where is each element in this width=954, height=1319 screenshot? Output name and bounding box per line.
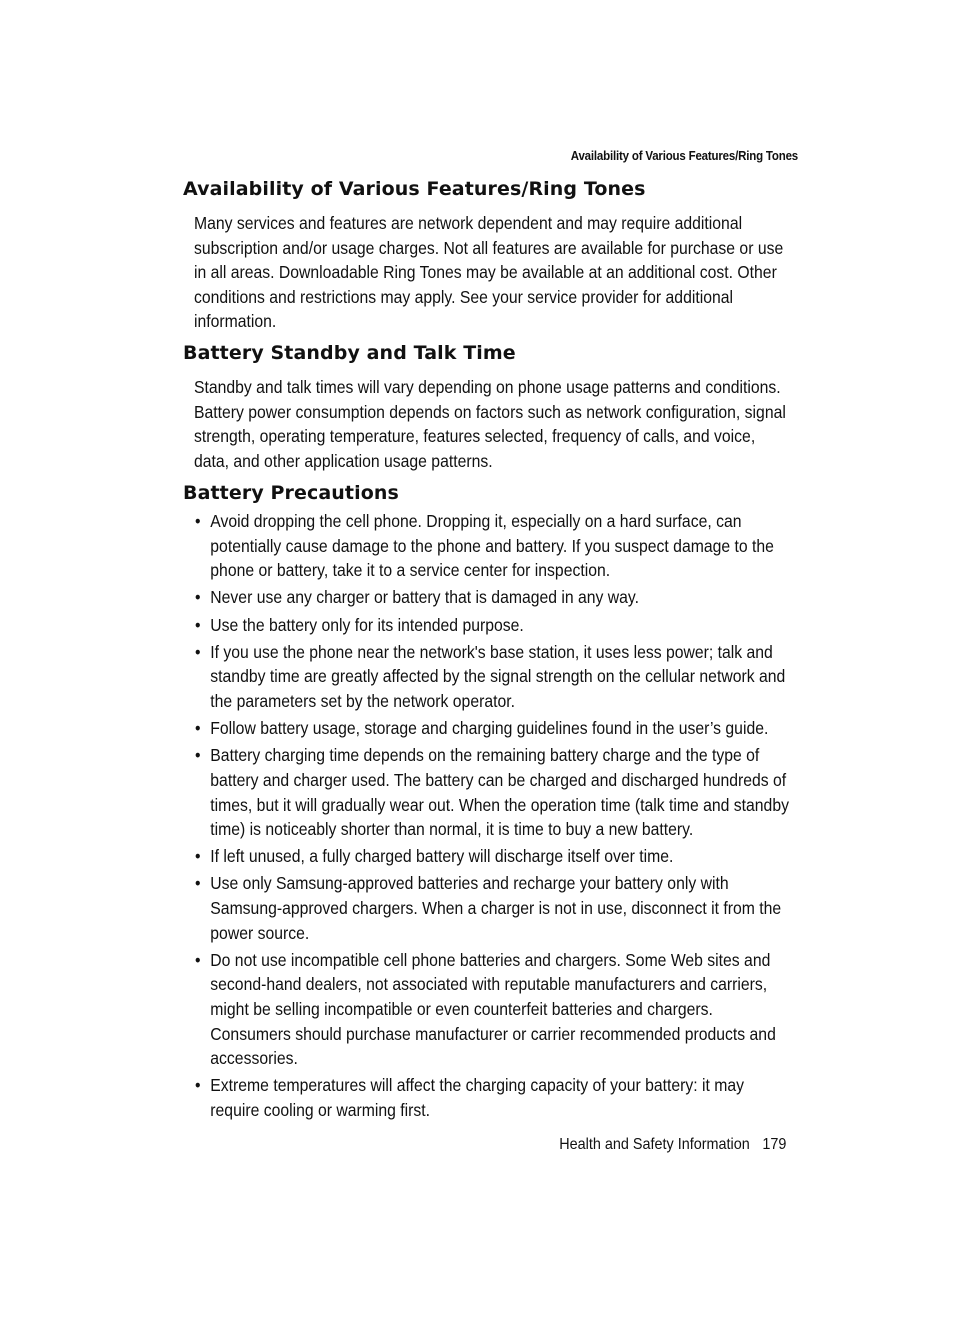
list-item-text: If left unused, a fully charged battery will discharge itself over time.	[210, 846, 674, 867]
list-item-text: Follow battery usage, storage and charging guidelines found in the user’s guide.	[210, 718, 769, 739]
list-item	[195, 585, 793, 610]
list-item	[195, 613, 793, 638]
bullet-marker: •	[195, 641, 201, 662]
list-item-text: Use only Samsung-approved batteries and recharge your battery only with Samsung-approved chargers. When a charger is not in use, disconnect it from the power source.	[210, 873, 782, 943]
list-item-text: Extreme temperatures will affect the charging capacity of your battery: it may require cooling or warming first.	[210, 1075, 745, 1120]
list-item	[195, 871, 793, 945]
list-item-text: If you use the phone near the network's base station, it uses less power; talk and standby time are greatly affected by the signal strength on the cellular network and the parameters set by the network operator.	[210, 641, 786, 711]
list-item-text: Use the battery only for its intended purpose.	[210, 614, 524, 635]
list-item-text: Do not use incompatible cell phone batteries and chargers. Some Web sites and second-hand dealers, not associated with reputable manufacturers and carriers, might be selling incompatible or even counterfeit batteries and chargers. Consumers should purchase manufacturer or carrier recommended products and accessories.	[210, 949, 776, 1069]
section-body-standby: Standby and talk times will vary depending on phone usage patterns and conditions. Battery power consumption depends on factors such as network configuration, signal strength, operating temperature, features selected, frequency of calls, and voice, data, and other application usage patterns.	[194, 377, 786, 471]
section-heading-standby: Battery Standby and Talk Time	[183, 342, 516, 364]
list-item	[195, 948, 793, 1071]
list-item	[195, 844, 793, 869]
running-header: Availability of Various Features/Ring Tones	[570, 149, 798, 163]
list-item-text: Never use any charger or battery that is damaged in any way.	[210, 587, 639, 608]
list-item	[195, 716, 793, 741]
bullet-marker: •	[195, 587, 201, 608]
bullet-marker: •	[195, 745, 201, 766]
section-heading-availability: Availability of Various Features/Ring Tones	[183, 178, 646, 200]
bullet-marker: •	[195, 1075, 201, 1096]
list-item-text: Battery charging time depends on the remaining battery charge and the type of battery and charger used. The battery can be charged and discharged hundreds of times, but it will gradually wear out. When the operation time (talk time and standby time) is noticeably shorter than normal, it is time to buy a new battery.	[210, 745, 789, 840]
bullet-marker: •	[195, 718, 201, 739]
list-item	[195, 743, 793, 841]
bullet-marker: •	[195, 511, 201, 531]
bullet-marker: •	[195, 873, 201, 894]
list-item-text: Avoid dropping the cell phone. Dropping it, especially on a hard surface, can potentially cause damage to the phone and battery. If you suspect damage to the phone or battery, take it to a service center for inspection.	[210, 511, 774, 581]
list-item	[195, 509, 793, 583]
footer-section-name: Health and Safety Information	[558, 1136, 750, 1153]
page-footer	[559, 1136, 786, 1154]
section-body-availability: Many services and features are network dependent and may require additional subscription and/or usage charges. Not all features are available for purchase or use in all areas. Downloadable Ring Tones may be available at an additional cost. Other conditions and restrictions may apply. See your service provider for additional information.	[194, 213, 784, 332]
bullet-marker: •	[195, 949, 201, 970]
page-number: 179	[761, 1136, 786, 1153]
list-item	[195, 1073, 793, 1122]
bullet-marker: •	[195, 614, 201, 635]
list-item	[195, 640, 793, 714]
bullet-marker: •	[195, 846, 201, 867]
section-heading-precautions: Battery Precautions	[183, 482, 399, 504]
precautions-list	[195, 509, 793, 1125]
